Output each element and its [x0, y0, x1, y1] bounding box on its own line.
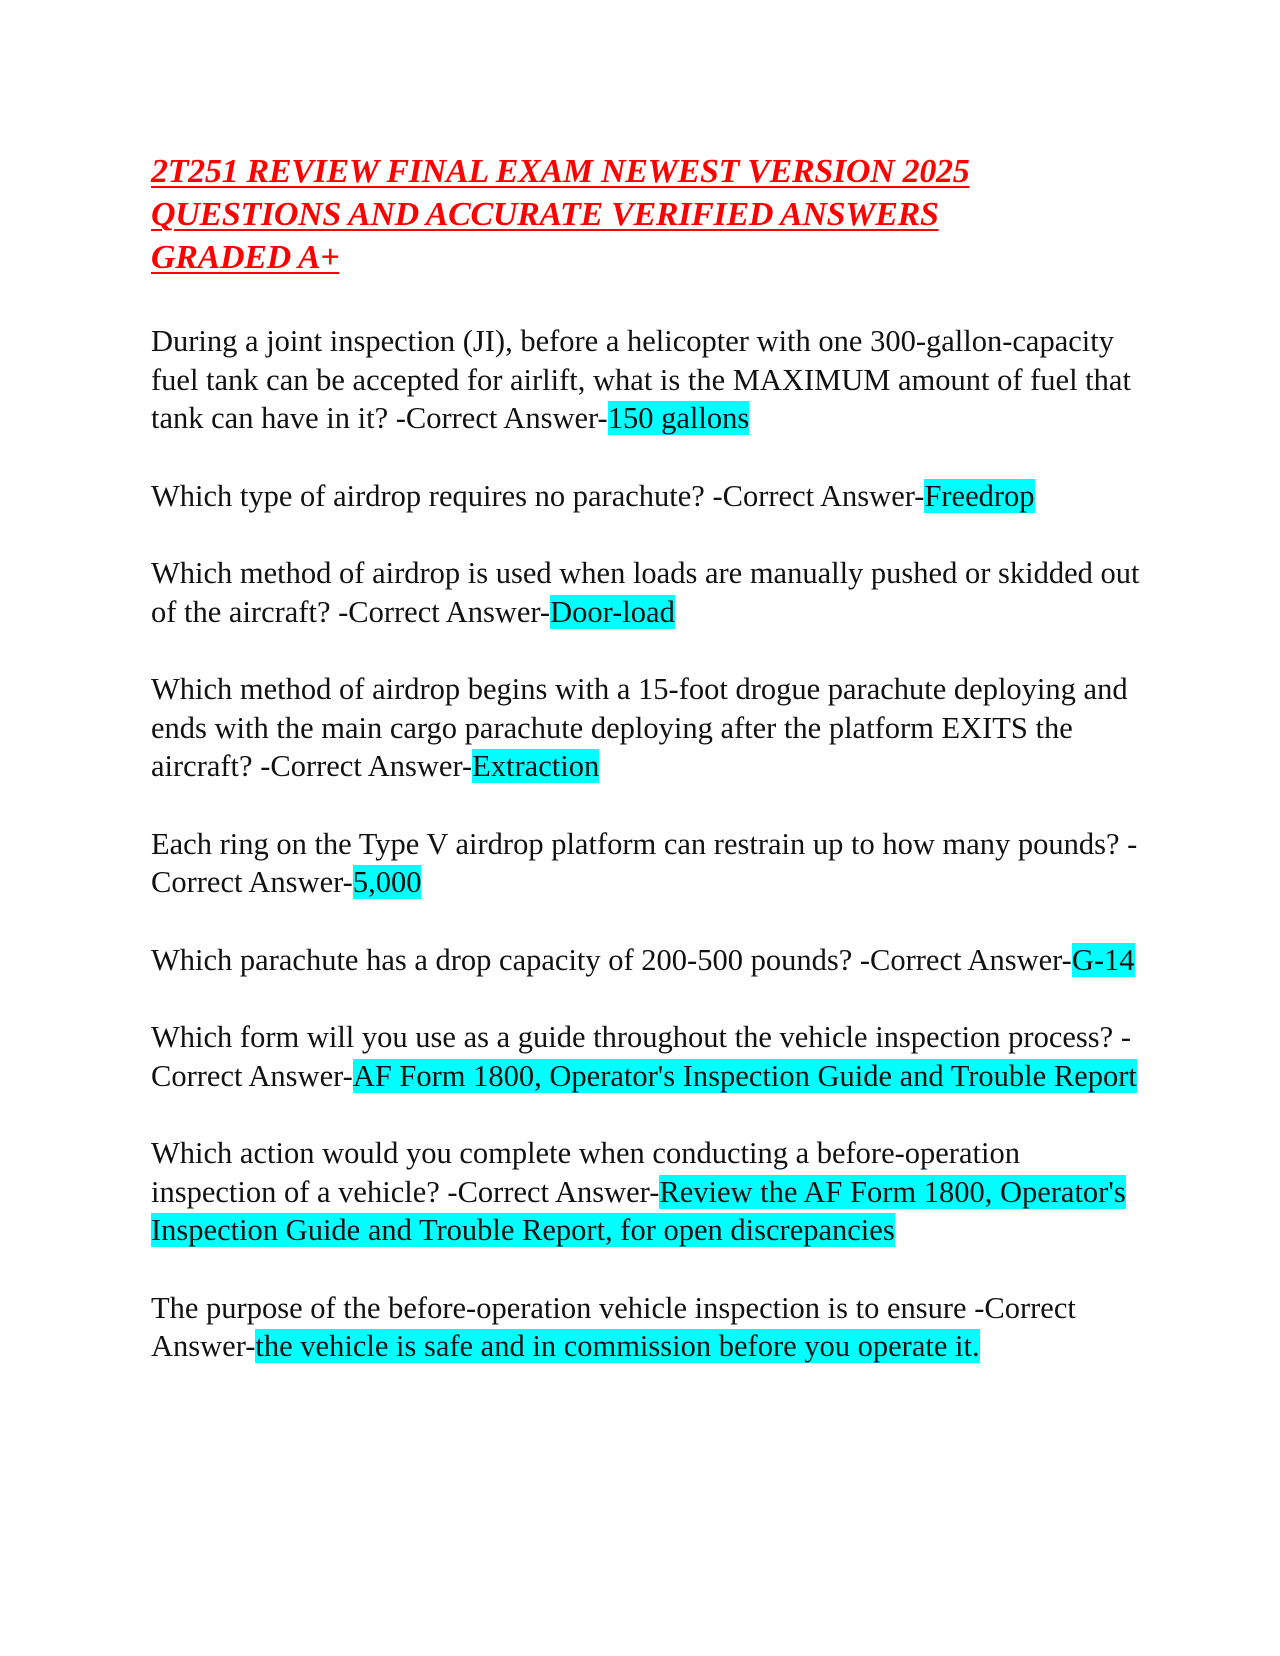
qa-item-5: [151, 825, 1141, 902]
question-text: Each ring on the Type V airdrop platform can restrain up to how many pounds? -Correct Answer-: [151, 826, 1138, 899]
question-text: Which parachute has a drop capacity of 200-500 pounds? -Correct Answer-: [151, 942, 1072, 977]
document-page: [151, 150, 1141, 1405]
question-text: Which method of airdrop is used when loads are manually pushed or skidded out of the aircraft? -Correct Answer-: [151, 556, 1140, 629]
qa-item-4: [151, 670, 1141, 786]
title-line-2: QUESTIONS AND ACCURATE VERIFIED ANSWERS: [151, 196, 939, 233]
document-title: [151, 150, 1141, 279]
answer-text: Review the AF Form 1800, Operator's Inspection Guide and Trouble Report, for open discrepancies: [151, 1174, 1126, 1247]
qa-item-1: [151, 322, 1141, 438]
qa-item-6: [151, 941, 1141, 980]
title-line-3: GRADED A+: [151, 239, 340, 276]
question-text: Which action would you complete when conducting a before-operation inspection of a vehicle? -Correct Answer-: [151, 1136, 1020, 1209]
answer-text: Door-load: [550, 594, 675, 629]
answer-text: 150 gallons: [607, 401, 750, 435]
answer-text: Freedrop: [924, 478, 1035, 513]
question-text: Which method of airdrop begins with a 15-foot drogue parachute deploying and ends with the main cargo parachute deploying after the platform EXITS the aircraft? -Correct Answer-: [151, 672, 1128, 783]
answer-text: 5,000: [352, 865, 422, 899]
question-text: Which form will you use as a guide throughout the vehicle inspection process? -Correct Answer-: [151, 1020, 1131, 1093]
question-text: Which type of airdrop requires no parachute? -Correct Answer-: [151, 478, 925, 513]
qa-item-3: [151, 554, 1141, 631]
answer-text: Extraction: [472, 749, 600, 783]
answer-text: G-14: [1071, 942, 1135, 977]
qa-item-7: [151, 1018, 1141, 1095]
question-text: The purpose of the before-operation vehicle inspection is to ensure -Correct Answer-: [151, 1290, 1076, 1363]
answer-text: AF Form 1800, Operator's Inspection Guide and Trouble Report: [352, 1058, 1137, 1093]
question-text: During a joint inspection (JI), before a helicopter with one 300-gallon-capacity fuel tank can be accepted for airlift, what is the MAXIMUM amount of fuel that tank can have in it? -Correct Answer-: [151, 324, 1131, 435]
qa-item-8: [151, 1134, 1141, 1250]
qa-item-2: [151, 477, 1141, 516]
answer-text: the vehicle is safe and in commission before you operate it.: [255, 1329, 980, 1363]
qa-item-9: [151, 1289, 1141, 1366]
title-line-1: 2T251 REVIEW FINAL EXAM NEWEST VERSION 2025: [151, 153, 970, 190]
